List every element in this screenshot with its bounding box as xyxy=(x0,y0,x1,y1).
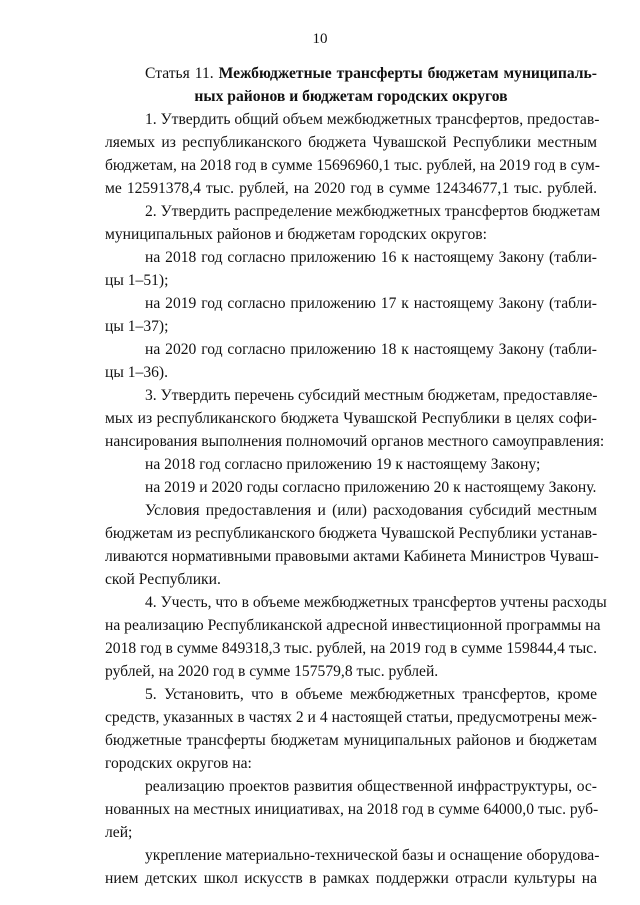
text-line: ской Республики. xyxy=(105,571,221,588)
text-line: 1. Утвердить общий объем межбюджетных трансфертов, предостав- xyxy=(145,111,600,128)
text-line: бюджетные трансферты бюджетам муниципальных районов и бюджетам xyxy=(105,732,597,749)
article-title-part-1: Межбюджетные трансферты бюджетам муниципаль- xyxy=(218,65,597,82)
text-line: на 2018 год согласно приложению 16 к настоящему Закону (табли- xyxy=(145,249,597,266)
text-line: ляемых из республиканского бюджета Чувашской Республики местным xyxy=(105,134,597,151)
text-line: нованных на местных инициативах, на 2018 год в сумме 64000,0 тыс. руб- xyxy=(105,801,599,818)
text-line: на 2019 и 2020 годы согласно приложению 20 к настоящему Закону. xyxy=(145,479,597,496)
text-line: 5. Установить, что в объеме межбюджетных трансфертов, кроме xyxy=(145,686,597,703)
text-line: рублей, на 2020 год в сумме 157579,8 тыс. рублей. xyxy=(105,663,439,680)
text-line: цы 1–37); xyxy=(105,318,169,335)
text-line: на 2020 год согласно приложению 18 к настоящему Закону (табли- xyxy=(145,341,597,358)
text-line: 2018 год в сумме 849318,3 тыс. рублей, на 2019 год в сумме 159844,4 тыс. xyxy=(105,640,597,657)
text-line: городских округов на: xyxy=(105,755,252,772)
text-line: реализацию проектов развития общественной инфраструктуры, ос- xyxy=(145,778,597,795)
text-line: на реализацию Республиканской адресной инвестиционной программы на xyxy=(105,617,601,634)
page-number: 10 xyxy=(312,31,328,47)
text-line: бюджетам из республиканского бюджета Чувашской Республики устанав- xyxy=(105,525,598,542)
text-line: нием детских школ искусств в рамках поддержки отрасли культуры на xyxy=(105,870,597,887)
text-line: цы 1–51); xyxy=(105,272,169,289)
article-title-part-2: ных районов и бюджетам городских округов xyxy=(194,88,508,105)
article-heading-line-2 xyxy=(105,85,597,108)
text-line: бюджетам, на 2018 год в сумме 15696960,1 тыс. рублей, на 2019 год в сум- xyxy=(105,157,600,174)
text-line: муниципальных районов и бюджетам городских округов: xyxy=(105,226,487,243)
text-line: нансирования выполнения полномочий органов местного самоуправления: xyxy=(105,433,605,450)
text-line: 3. Утвердить перечень субсидий местным бюджетам, предоставляе- xyxy=(145,387,598,404)
text-line: на 2018 год согласно приложению 19 к настоящему Закону; xyxy=(145,456,541,473)
text-line: Условия предоставления и (или) расходования субсидий местным xyxy=(145,502,597,519)
text-line: мых из республиканского бюджета Чувашской Республики в целях софи- xyxy=(105,410,597,427)
text-line: цы 1–36). xyxy=(105,364,168,381)
text-line: средств, указанных в частях 2 и 4 настоящей статьи, предусмотрены меж- xyxy=(105,709,597,726)
article-heading-line-1 xyxy=(145,62,597,85)
text-line: укрепление материально-технической базы и оснащение оборудова- xyxy=(145,847,600,864)
text-line: на 2019 год согласно приложению 17 к настоящему Закону (табли- xyxy=(145,295,597,312)
text-line: 4. Учесть, что в объеме межбюджетных трансфертов учтены расходы xyxy=(145,594,607,611)
text-line: 2. Утвердить распределение межбюджетных трансфертов бюджетам xyxy=(145,203,601,220)
article-prefix: Статья 11. xyxy=(145,65,214,82)
text-line: ливаются нормативными правовыми актами Кабинета Министров Чуваш- xyxy=(105,548,599,565)
text-line: ме 12591378,4 тыс. рублей, на 2020 год в сумме 12434677,1 тыс. рублей. xyxy=(105,180,597,197)
text-line: лей; xyxy=(105,824,133,841)
